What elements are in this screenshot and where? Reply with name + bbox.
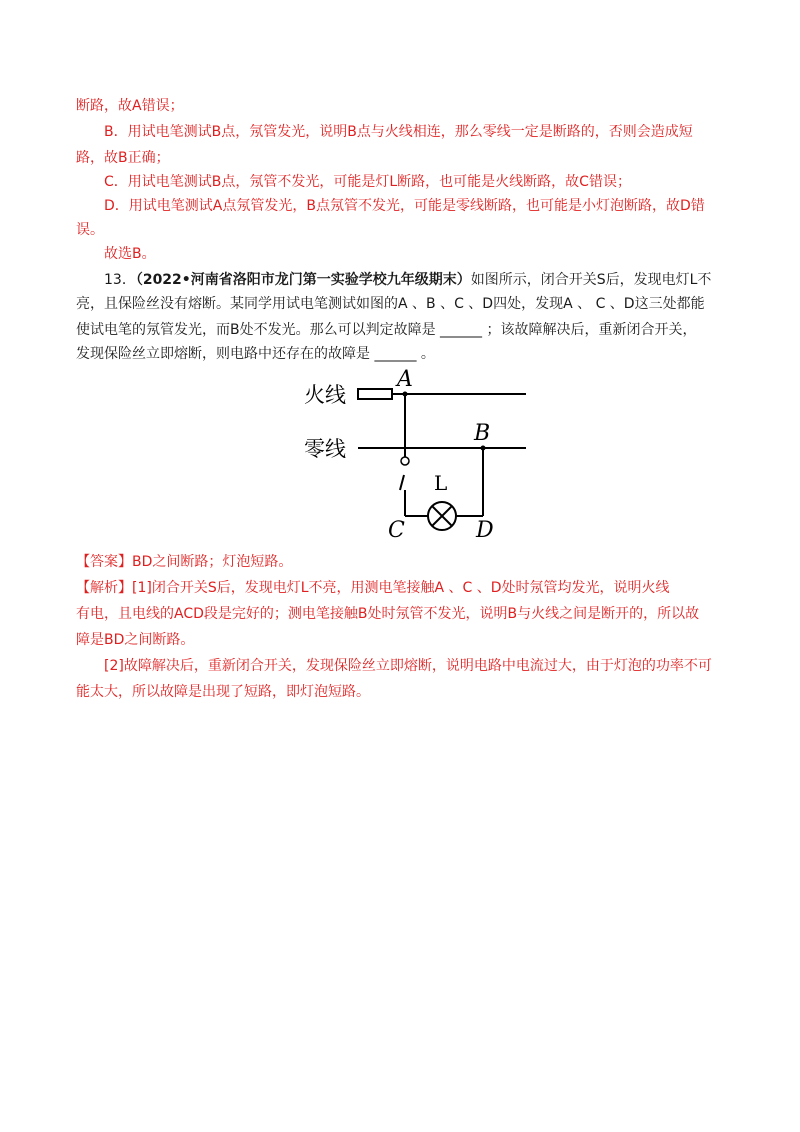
analysis-line [76,578,736,598]
question-line: 亮，且保险丝没有熔断。某同学用试电笔测试如图的A 、B 、C 、D四处，发现A 、 C 、D这三处都能 [76,296,705,312]
switch-pivot [401,457,409,465]
analysis-line: 误。 [76,222,104,238]
switch-blade [400,475,404,490]
neutral-wire-label: 零线 [304,437,346,461]
analysis-line: D．用试电笔测试A点氖管发光，B点氖管不发光，可能是零线断路，也可能是小灯泡断路，故D错 [104,198,705,214]
analysis-line: 路，故B正确； [76,150,170,166]
lamp-label: L [434,471,448,495]
question-text: 如图所示，闭合开关S后，发现电灯L不 [470,272,712,288]
answer-label: 【答案】 [76,554,132,570]
analysis-line: 故选B。 [104,246,156,262]
circuit-diagram [300,364,540,548]
live-wire-label: 火线 [304,383,346,407]
question-number: 13． [104,272,136,288]
point-d-label: D [476,518,494,543]
question-line: 使试电笔的氖管发光，而B处不发光。那么可以判定故障是 ______ ；该故障解决后，重新闭合开关， [76,322,697,338]
fuse [358,389,392,399]
analysis-text: [1]闭合开关S后，发现电灯L不亮，用测电笔接触A 、C 、D处时氖管均发光，说明火线 [132,580,670,596]
analysis-line: 断路，故A错误； [76,98,184,114]
point-a-label: A [397,367,413,392]
point-c-label: C [388,518,405,543]
question-source: （2022•河南省洛阳市龙门第一实验学校九年级期末） [135,272,471,288]
analysis-label: 【解析】 [76,580,132,596]
answer-text: BD之间断路；灯泡短路。 [132,554,293,570]
point-b-label: B [474,421,491,446]
analysis-line: 能太大，所以故障是出现了短路，即灯泡短路。 [76,684,370,700]
analysis-line: C．用试电笔测试B点，氖管不发光，可能是灯L断路，也可能是火线断路，故C错误； [104,174,631,190]
analysis-line: [2]故障解决后，重新闭合开关，发现保险丝立即熔断，说明电路中电流过大，由于灯泡的功率不可 [104,658,712,674]
question-line: 发现保险丝立即熔断，则电路中还存在的故障是 ______ 。 [76,346,435,362]
answer-line [76,552,736,572]
analysis-line: 有电，且电线的ACD段是完好的；测电笔接触B处时氖管不发光，说明B与火线之间是断开的，所以故 [76,606,700,622]
question-line [104,270,764,290]
analysis-line: B．用试电笔测试B点，氖管发光，说明B点与火线相连，那么零线一定是断路的，否则会造成短 [104,124,693,140]
analysis-line: 障是BD之间断路。 [76,632,195,648]
